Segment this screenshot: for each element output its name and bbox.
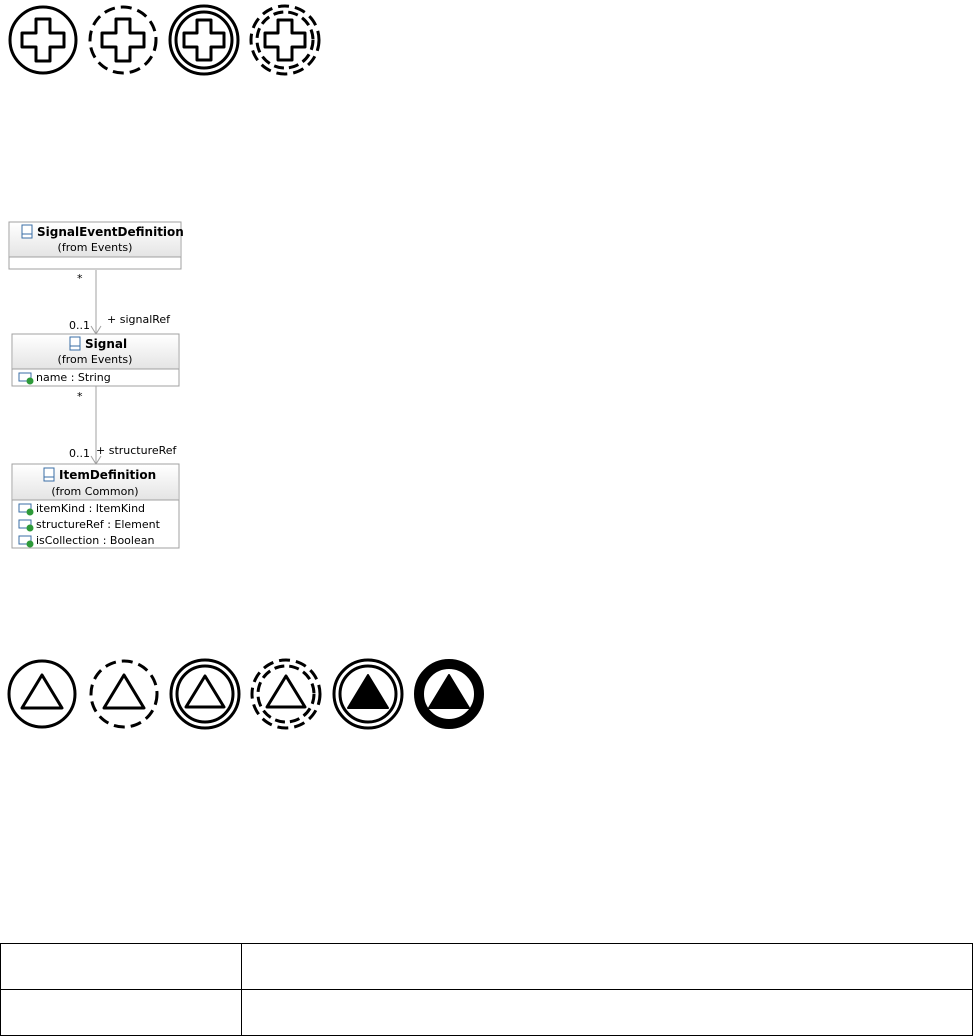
class-name: ItemDefinition: [59, 468, 157, 482]
class-signal: [12, 334, 179, 386]
triangle-double-dashed-circle-icon: [252, 660, 320, 728]
class-package: (from Events): [57, 353, 133, 366]
triangle-filled-double-circle-icon: [334, 660, 402, 728]
class-icon: [22, 225, 32, 238]
triangle-double-circle-icon: [171, 660, 239, 728]
table-cell: [242, 944, 973, 990]
triangle-filled-thick-circle-icon: [419, 664, 479, 724]
target-multiplicity: 0..1: [69, 447, 90, 460]
role-name: + structureRef: [96, 444, 177, 457]
table-row: [1, 990, 973, 1036]
table-cell: [1, 990, 242, 1036]
specification-table: [0, 943, 973, 1036]
association-structure-ref: [69, 386, 178, 464]
triangle-icons-row: [0, 640, 974, 750]
role-name: + signalRef: [107, 313, 171, 326]
class-package: (from Common): [51, 485, 139, 498]
triangle-dashed-circle-icon: [91, 661, 157, 727]
attribute: name : String: [36, 371, 111, 384]
target-multiplicity: 0..1: [69, 319, 90, 332]
table-cell: [1, 944, 242, 990]
class-item-definition: [12, 464, 179, 548]
class-signal-event-definition: [9, 222, 184, 269]
table-row: [1, 944, 973, 990]
class-name: Signal: [85, 337, 128, 351]
source-multiplicity: *: [77, 390, 83, 403]
class-icon: [70, 337, 80, 350]
class-icon: [44, 468, 54, 481]
source-multiplicity: *: [77, 272, 83, 285]
class-name: SignalEventDefinition: [37, 225, 184, 239]
triangle-solid-circle-icon: [9, 661, 75, 727]
association-signal-ref: [69, 270, 171, 334]
attribute: structureRef : Element: [36, 518, 160, 531]
table-cell: [242, 990, 973, 1036]
class-package: (from Events): [57, 241, 133, 254]
attribute: itemKind : ItemKind: [36, 502, 146, 515]
attribute: isCollection : Boolean: [36, 534, 155, 547]
